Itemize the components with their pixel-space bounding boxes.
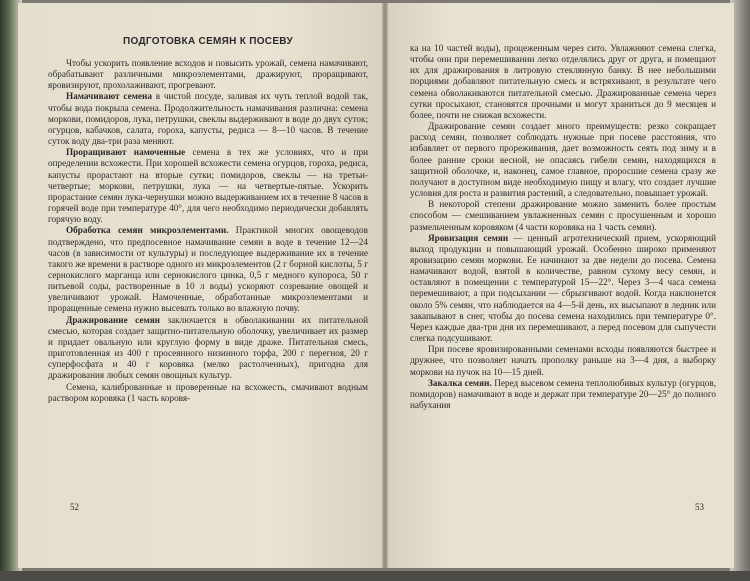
paragraph bbox=[48, 382, 368, 404]
paragraph-text: ка на 10 частей воды), процеженным через сито. Увлажняют семена слегка, чтобы они при перемешивании легко отделялись друг от друга, и помещают их для дражирования в литровую стеклянную банку. В нее небольшими порциями добавляют питательную смесь и встряхивают, в результате чего семена обволакиваются питательной смесью. Дражированные семена через сутки просыхают, становятся прочными и могут храниться до 9 месяцев и более, почти не снижая всхожести. bbox=[410, 43, 716, 120]
paragraph-text: Дражирование семян создает много преимуществ: резко сокращает расход семян, позволяет соблюдать нужные при посеве расстояния, что избавляет от первого прореживания, дает возможность сеять под зиму и в более ранние сроки весной, не опасаясь гибели семян, находящихся в защитной оболочке, и, наконец, самое главное, проросшие семена сразу же получают в доступном виде необходимую пищу и влагу, что создает лучшие условия для роста и развития растений, а следовательно, повышает урожай. bbox=[410, 121, 716, 199]
paragraph bbox=[48, 225, 368, 314]
paragraph bbox=[410, 43, 716, 121]
paragraph-text: Практикой многих овощеводов подтверждено, что предпосевное намачивание семян в воде в течение 12—24 часов (в зависимости от культуры) и последующее выдерживание их в течение такого же времени в растворе одного из микроэлементов (2 г борной кислоты, 5 г сернокислого марганца или сернокислого цинка, 0,5 г медного купороса, 50 г питьевой соды, растворенные в 10 л воды) ускоряют созревание овощей и увеличивают урожай. Намоченные, обработанные микроэлементами и проращенные семена нужно высевать только во влажную почву. bbox=[48, 225, 368, 314]
paragraph-text: Семена, калиброванные и проверенные на всхожесть, смачивают водным раствором коровяка (1 часть коровя- bbox=[48, 381, 368, 403]
paragraph-text: В некоторой степени дражирование можно заменить более простым способом — смешиванием увлажненных семян с просушенным и хорошо размельченным коровяком (4 части коровяка на 1 часть семян). bbox=[410, 199, 716, 232]
paragraph-lead: Намачивают семена bbox=[66, 91, 152, 102]
paragraph bbox=[410, 378, 716, 411]
paragraph-lead: Закалка семян. bbox=[428, 377, 492, 388]
paragraph-text: Чтобы ускорить появление всходов и повысить урожай, семена намачивают, обрабатывают различными микроэлементами, дражируют, проращивают, яровизируют, прохолаживают, прогревают. bbox=[48, 58, 368, 91]
paragraph-text: заключается в обволакивании их питательной смесью, которая создает защитно-питательную оболочку, увеличивает их размер и придает овальную или круглую форму в виде драже. Питательная смесь, приготовленная из 400 г просеянного низинного торфа, 200 г перегноя, 20 г суперфосфата и 40 г коровяка (мелко растолченных), пригодна для дражирования любых семян овощных культур. bbox=[48, 314, 368, 381]
paragraph bbox=[48, 91, 368, 147]
paragraph bbox=[48, 315, 368, 382]
paragraph-lead: Дражирование семян bbox=[66, 314, 160, 325]
book-bottom-edge bbox=[0, 571, 750, 581]
paragraph-text: Перед высевом семена теплолюбивых культур (огурцов, помидоров) намачивают в воде и держат при температуре 20—25° до полного набухания bbox=[410, 377, 717, 410]
paragraph bbox=[48, 147, 368, 225]
paragraph bbox=[410, 121, 716, 199]
page-heading: ПОДГОТОВКА СЕМЯН К ПОСЕВУ bbox=[123, 36, 293, 47]
paragraph-text: семена в тех же условиях, что и при определении всхожести. При хорошей всхожести семена огурцов, гороха, редиса, капусты прорастают на вторые сутки; помидоров, свеклы — на третьи-четвертые; моркови, петрушки, лука — на четвертые-пятые. Ускорить прорастание семян лука-чернушки можно выдерживанием их в течение 8 часов в горячей воде при температуре 40°, для чего необходимо периодически добавлять горячую воду. bbox=[48, 147, 368, 225]
paragraph bbox=[48, 58, 368, 91]
page-number: 52 bbox=[70, 502, 79, 512]
paragraph-lead: Обработка семян микроэлементами. bbox=[66, 225, 229, 236]
left-page bbox=[18, 3, 382, 568]
paragraph bbox=[410, 199, 716, 232]
right-page bbox=[388, 3, 734, 568]
paragraph bbox=[410, 344, 716, 377]
paragraph bbox=[410, 233, 716, 345]
paragraph-lead: Проращивают намоченные bbox=[66, 147, 186, 158]
paragraph-lead: Яровизация семян bbox=[428, 232, 509, 243]
paragraph-text: При посеве яровизированными семенами всходы появляются быстрее и дружнее, что позволяет начать прополку раньше на 3—4 дня, а выборку моркови на пучок на 10—15 дней. bbox=[410, 344, 716, 377]
paragraph-text: — ценный агротехнический прием, ускоряющий выход продукции и повышающий урожай. Особенно широко применяют яровизацию семян моркови. Ее начинают за две недели до посева. Семена намачивают водой, взятой в количестве, равном сухому весу семян, и оставляют в помещении с температурой 15—22°. Через 3—4 часа семена перемешивают, а при подсыхании — сбрызгивают водой. Когда наклюнется около 5% семян, что наблюдается на 4—5-й день, их высыпают в ледник или закапывают в снег, чтобы до посева семена находились при температуре 0°. Через каждые два-три дня их перемешивают, а перед посевом для сыпучести слегка подсушивают. bbox=[410, 232, 716, 344]
paragraph-text: в чистой посуде, заливая их чуть теплой водой так, чтобы вода покрыла семена. Продолжительность намачивания различна: семена моркови, помидоров, лука, петрушки, свеклы выдерживают в воде до двух суток; огурцов, кабачков, салата, гороха, капусты, редиса — 8—10 часов. В течение суток воду два-три раза меняют. bbox=[48, 91, 368, 147]
page-number: 53 bbox=[695, 502, 704, 512]
